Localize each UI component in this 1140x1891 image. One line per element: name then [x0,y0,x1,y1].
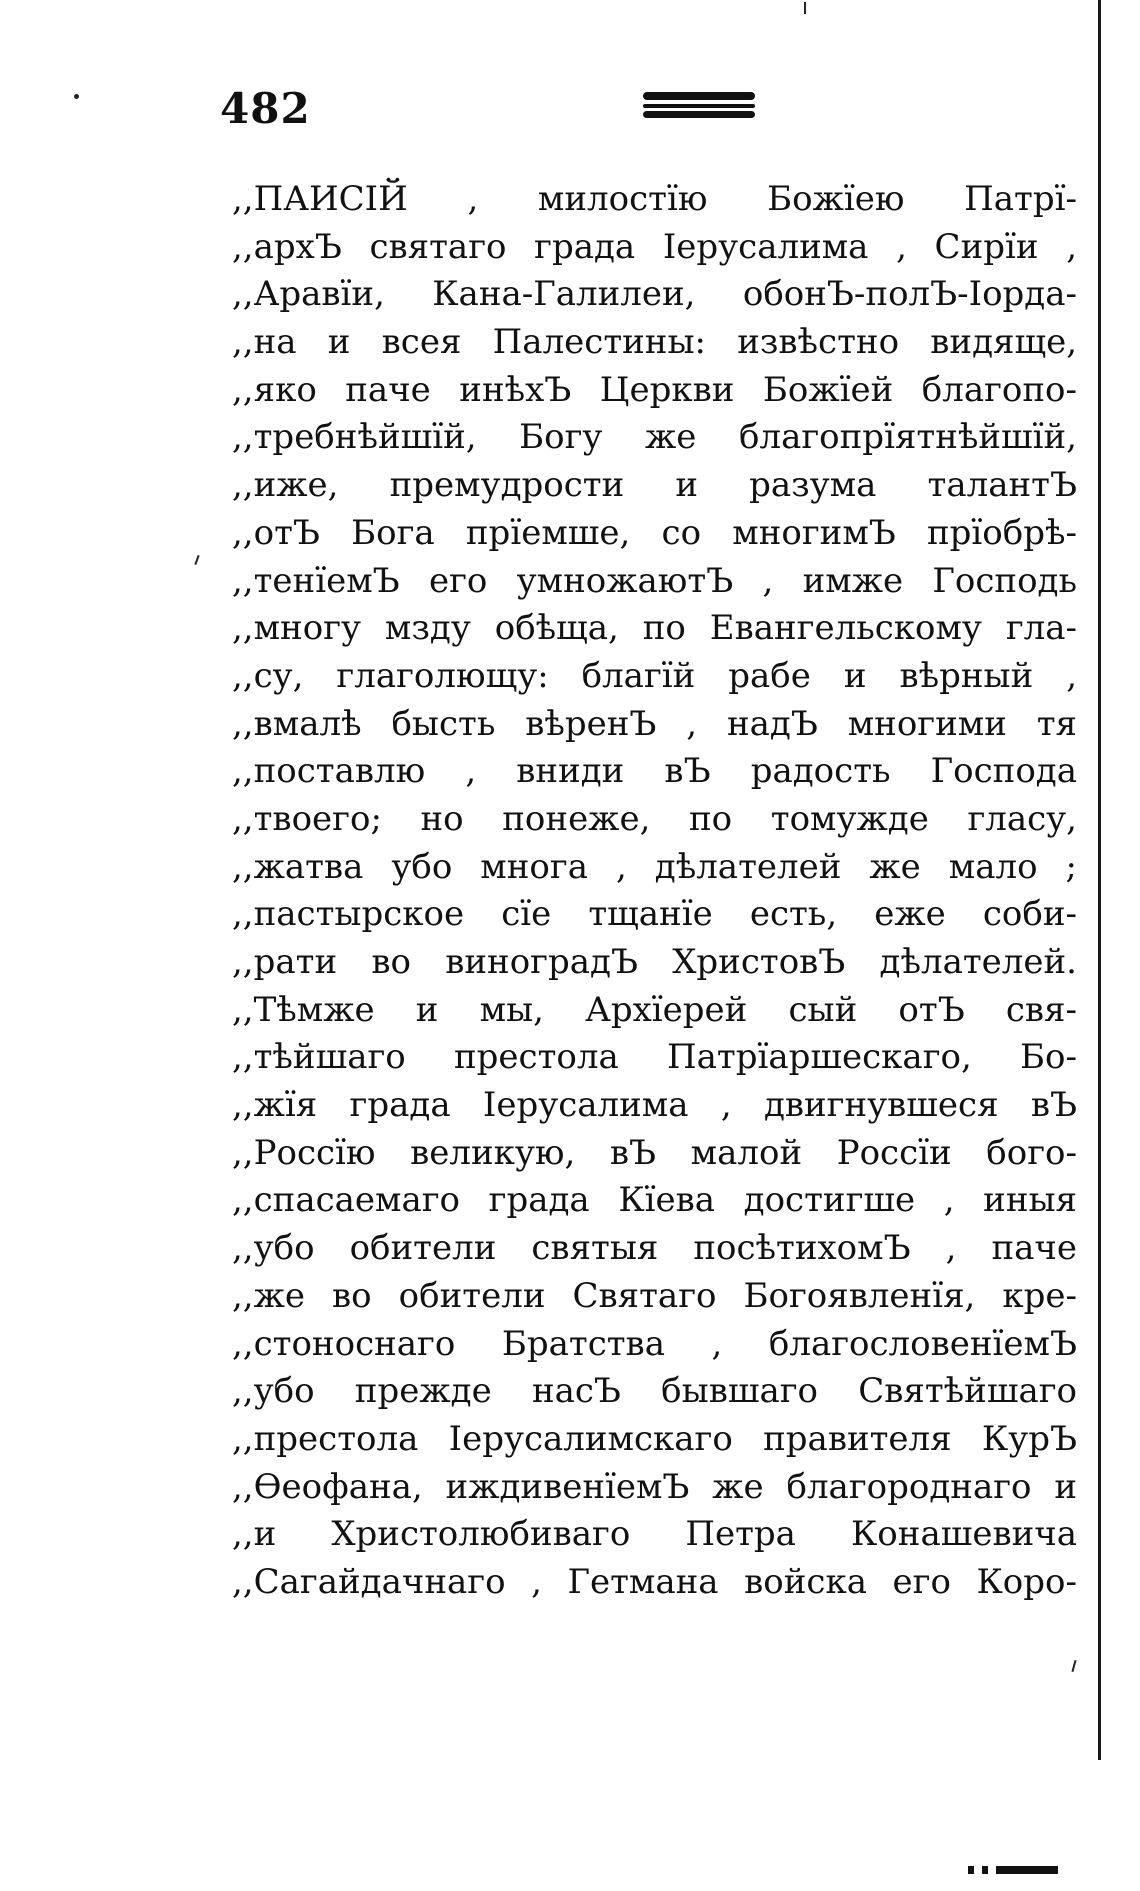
ornament-bar [643,104,755,108]
text-line: ,,Россїю великую, вЪ малой Россїи бого- [232,1132,1077,1173]
page-edge-rule [1098,0,1101,1760]
text-line: ,,ПАИСІЙ , милостїю Божїею Патрї- [232,179,1077,219]
text-line: ,,жатва убо многа , дѣлателей же мало ; [232,846,1077,887]
text-line: ,,твоего; но понеже, по томужде гласу, [232,798,1077,839]
text-line: ,,су, глаголющу: благїй рабе и вѣрный , [232,655,1077,696]
text-line: ,,иже, премудрости и разума талантЪ [232,465,1077,506]
margin-tick [194,555,199,565]
text-line: ,,убо прежде насЪ бывшаго Святѣйшаго [232,1371,1077,1412]
text-line: ,,требнѣйшїй, Богу же благопрїятнѣйшїй, [232,417,1077,458]
margin-dot [74,94,79,99]
text-line: ,,Өеофана, иждивенїемЪ же благороднаго и [232,1466,1077,1507]
text-line: ,,престола Іерусалимскаго правителя КурЪ [232,1418,1077,1459]
footer-ink-mark [968,1866,1058,1874]
ornament-bar [643,111,755,118]
text-line: ,,поставлю , вниди вЪ радость Господа [232,751,1077,792]
text-line: ,,Тѣмже и мы, Архїерей сый отЪ свя- [232,989,1077,1030]
text-line: ,,тенїемЪ его умножаютЪ , имже Господь [232,560,1077,601]
ink-dot [982,1866,988,1874]
page-number: 482 [220,84,311,133]
text-line: ,,жїя града Іерусалима , двигнувшеся вЪ [232,1085,1077,1126]
ink-dash [996,1866,1058,1874]
text-line: ,,Аравїи, Кана-Галилеи, обонЪ-полЪ-Іорда- [232,274,1077,315]
text-line: ,,тѣйшаго престола Патрїаршескаго, Бо- [232,1037,1077,1078]
margin-tick [1071,1660,1076,1672]
text-line: ,,же во обители Святаго Богоявленїя, кре- [232,1275,1077,1316]
text-line: ,,спасаемаго града Кїева достигше , иныя [232,1180,1077,1221]
text-line: ,,стоноснаго Братства , благословенїемЪ [232,1323,1077,1364]
text-line: ,,Сагайдачнаго , Гетмана войска его Коро- [232,1561,1077,1602]
text-line: ,,яко паче инѣхЪ Церкви Божїей благопо- [232,369,1077,410]
text-line: ,,отЪ Бога прїемше, со многимЪ прїобрѣ- [232,512,1077,553]
body-text [232,176,1077,1607]
text-line: ,,многу мзду обѣща, по Евангельскому гла- [232,608,1077,649]
text-line: ,,архЪ святаго града Іерусалима , Сирїи , [232,226,1077,267]
text-line: ,,на и всея Палестины: извѣстно видяще, [232,322,1077,363]
text-line: ,,и Христолюбиваго Петра Конашевича [232,1514,1077,1555]
margin-tick [804,2,806,14]
ornament-bar [643,92,755,100]
ink-dot [968,1866,974,1874]
text-line: ,,вмалѣ бысть вѣренЪ , надЪ многими тя [232,703,1077,744]
header-ornament-rule [643,92,755,118]
text-line: ,,пастырское сїе тщанїе есть, еже соби- [232,894,1077,935]
text-line: ,,рати во виноградЪ ХристовЪ дѣлателей. [232,942,1077,982]
text-line: ,,убо обители святыя посѣтихомЪ , паче [232,1228,1077,1269]
